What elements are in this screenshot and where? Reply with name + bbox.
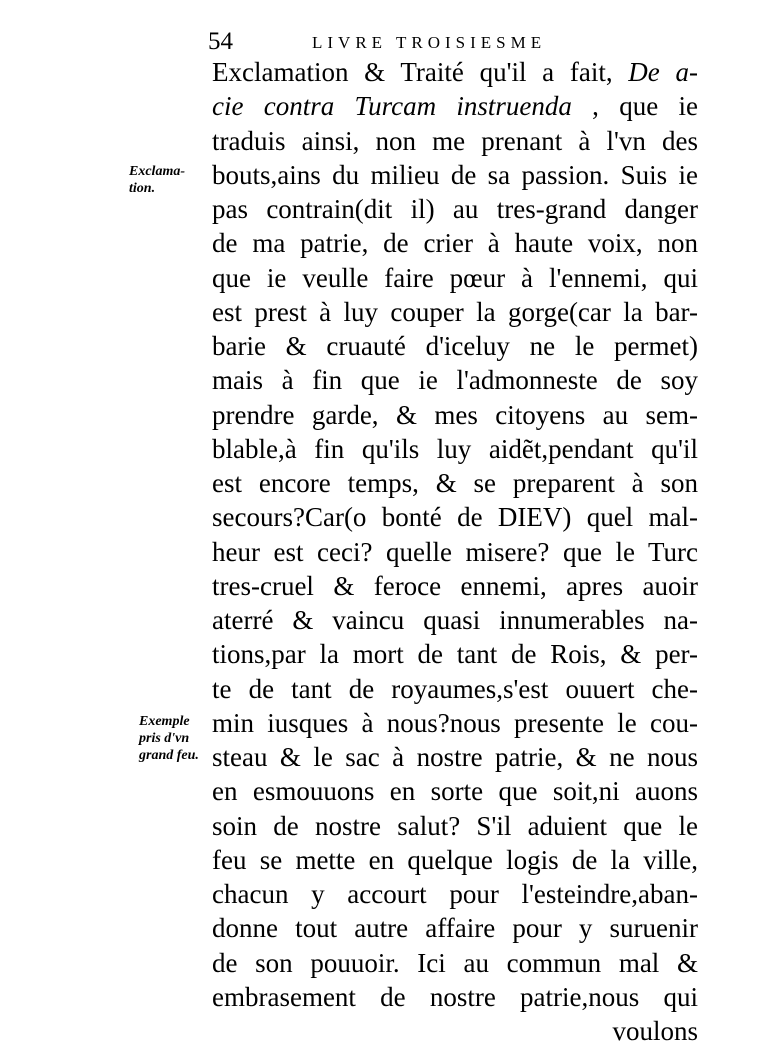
- text-line: [212, 569, 698, 603]
- text-segment: Exclamation & Traité qu'il a fait,: [212, 57, 629, 87]
- text-line: [212, 89, 698, 123]
- text-line: [212, 466, 698, 500]
- text-line: [212, 603, 698, 637]
- text-line: [212, 55, 698, 89]
- margin-note-line: Exclama-: [129, 164, 185, 179]
- text-line: [212, 124, 698, 158]
- text-segment: feu se mette en quelque logis de la ville,: [212, 844, 698, 875]
- text-segment: donne tout autre affaire pour y suruenir: [212, 913, 698, 944]
- text-segment: pas contrain(dit il) au tres-grand danger: [212, 194, 698, 224]
- text-segment: chacun y accourt pour l'esteindre,aban-: [212, 879, 698, 909]
- text-line: [212, 843, 698, 877]
- text-segment: blable,à fin qu'ils luy aidẽt,pendant qu'il: [212, 433, 698, 464]
- text-segment: min iusques à nous?nous presente le cou-: [212, 707, 698, 738]
- text-line: [212, 706, 698, 740]
- text-segment: est encore temps, & se preparent à son: [212, 468, 698, 498]
- text-segment: tions,par la mort de tant de Rois, & per-: [212, 639, 698, 670]
- text-line: [212, 329, 698, 363]
- page-header: [208, 26, 608, 56]
- text-line: [212, 946, 698, 980]
- body-text: [212, 55, 698, 1048]
- text-segment: est prest à luy couper la gorge(car la bar-: [212, 296, 698, 327]
- text-segment: en esmouuons en sorte que soit,ni auons: [212, 776, 698, 807]
- text-line: [212, 432, 698, 466]
- text-segment: embrasement de nostre patrie,nous qui: [212, 981, 698, 1012]
- text-segment: de son pouuoir. Ici au commun mal &: [212, 947, 698, 978]
- text-segment: steau & le sac à nostre patrie, & ne nous: [212, 742, 698, 772]
- text-line: [212, 637, 698, 671]
- text-line: [212, 774, 698, 808]
- text-segment: mais à fin que ie l'admonneste de soy: [212, 365, 698, 396]
- text-segment: bouts,ains du milieu de sa passion. Suis ie: [212, 159, 698, 190]
- margin-note-line: grand feu.: [139, 748, 199, 763]
- text-segment: aterré & vaincu quasi innumerables na-: [212, 605, 698, 635]
- text-segment: tres-cruel & feroce ennemi, apres auoir: [212, 570, 698, 601]
- text-line: [212, 363, 698, 397]
- italic-text-segment: De a-: [628, 57, 698, 87]
- text-segment: secours?Car(o bonté de DIEV) quel mal-: [212, 502, 698, 533]
- text-line: [212, 535, 698, 569]
- text-line: [212, 261, 698, 295]
- page-number: 54: [208, 28, 233, 55]
- text-segment: soin de nostre salut? S'il aduient que le: [212, 810, 698, 841]
- margin-note-exemple: [139, 713, 199, 764]
- running-title: LIVRE TROISIESME: [312, 33, 547, 52]
- margin-note-line: Exemple: [139, 714, 190, 729]
- text-segment: voulons: [612, 1016, 698, 1046]
- text-line: [212, 398, 698, 432]
- margin-note-line: pris d'vn: [139, 731, 190, 746]
- margin-note-exclamation: [129, 163, 185, 197]
- text-segment: barie & cruauté d'iceluy ne le permet): [212, 331, 698, 361]
- text-segment: prendre garde, & mes citoyens au sem-: [212, 399, 698, 430]
- text-segment: te de tant de royaumes,s'est ouuert che-: [212, 673, 698, 704]
- margin-note-line: tion.: [129, 181, 156, 196]
- text-segment: de ma patrie, de crier à haute voix, non: [212, 228, 698, 259]
- text-segment: , que ie: [571, 91, 698, 122]
- text-line: [212, 500, 698, 534]
- text-line: [212, 980, 698, 1014]
- text-line: [212, 1014, 698, 1048]
- text-segment: que ie veulle faire pœur à l'ennemi, qui: [212, 262, 698, 293]
- text-line: [212, 672, 698, 706]
- text-line: [212, 740, 698, 774]
- text-segment: traduis ainsi, non me prenant à l'vn des: [212, 125, 698, 156]
- text-line: [212, 295, 698, 329]
- italic-text-segment: cie contra Turcam instruenda: [212, 91, 572, 122]
- text-line: [212, 192, 698, 226]
- text-line: [212, 911, 698, 945]
- text-line: [212, 809, 698, 843]
- text-line: [212, 158, 698, 192]
- text-line: [212, 226, 698, 260]
- text-segment: heur est ceci? quelle misere? que le Turc: [212, 536, 698, 567]
- text-line: [212, 877, 698, 911]
